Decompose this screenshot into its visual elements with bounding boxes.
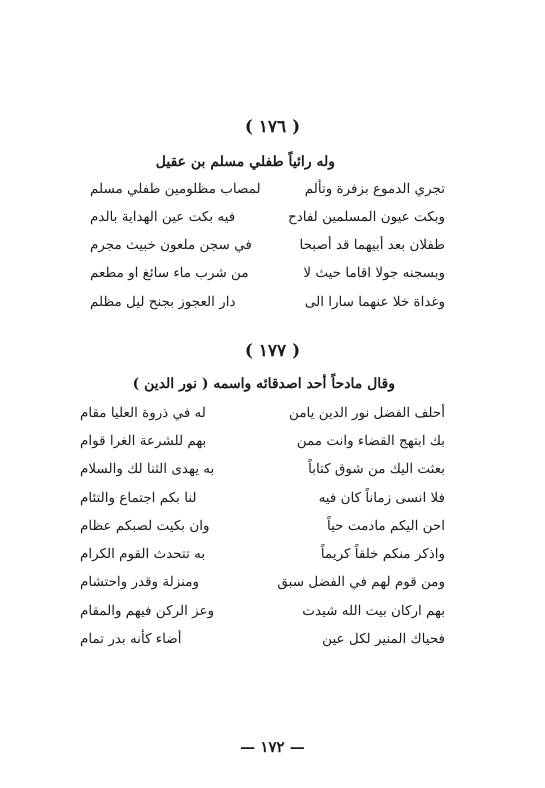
verse-second-hemistich: أضاء كأنه بدر تمام [80,631,182,647]
verse-second-hemistich: في سجن ملعون خبيث مجرم [90,237,252,253]
poem-intro-176: وله رائياً طفلي مسلم بن عقيل [155,154,335,170]
poem-intro-177: وقال مادحاً أحد اصدقائه واسمه ( نور الدين ) [132,376,395,392]
verse-first-hemistich: ومن قوم لهم في الفضل سبق [277,574,445,590]
verse-line [80,597,445,625]
verse-first-hemistich: وبسجنه جولا اقاما حيث لا [303,265,445,281]
verse-line [80,540,445,568]
verse-first-hemistich: أحلف الفضل نور الدين يامن [289,405,445,421]
verse-first-hemistich: وغداة خلا عنهما سارا الى [304,294,445,310]
verse-second-hemistich: لمصاب مظلومين طفلي مسلم [90,181,261,197]
verse-first-hemistich: فحياك المنير لكل عين [322,631,445,647]
verse-line [80,512,445,540]
verse-second-hemistich: فيه بكت عين الهداية بالدم [90,209,236,225]
verse-line [90,175,445,203]
verse-first-hemistich: فلا انسى زماناً كان فيه [318,490,445,506]
verse-first-hemistich: بهم اركان بيت الله شيدت [302,603,445,619]
poem-number-176: ( ١٧٦ ) [244,117,301,137]
poem-number-177: ( ١٧٧ ) [244,341,301,361]
verse-line [80,568,445,596]
verse-first-hemistich: واذكر منكم خلقاً كريماً [320,546,445,562]
verse-second-hemistich: له في ذروة العليا مقام [80,405,206,421]
verse-second-hemistich: وان بكيت لصبكم عظام [80,518,210,534]
verse-second-hemistich: به تتحدث القوم الكرام [80,546,206,562]
verse-second-hemistich: لنا بكم اجتماع والتئام [80,490,197,506]
verse-line [90,288,445,316]
verse-first-hemistich: بعثت اليك من شوق كتاباً [308,461,445,477]
verse-line [90,203,445,231]
verse-line [80,625,445,653]
verse-line [80,427,445,455]
verse-line [80,484,445,512]
verse-first-hemistich: وبكت عيون المسلمين لفادح [288,209,445,225]
verse-line [90,259,445,287]
verse-second-hemistich: دار العجوز بجنح ليل مظلم [90,294,236,310]
verse-first-hemistich: احن اليكم مادمت حياً [327,518,445,534]
verse-first-hemistich: طفلان بعد أبيهما قد أصبحا [299,237,445,253]
verse-line [80,455,445,483]
verse-line [90,231,445,259]
verse-second-hemistich: من شرب ماء سائغ او مطعم [90,265,249,281]
verse-second-hemistich: وعز الركن فيهم والمقام [80,603,215,619]
verse-first-hemistich: تجري الدموع بزفرة وتألم [304,181,445,197]
verse-line [80,399,445,427]
page-number: — ١٧٢ — [240,738,305,756]
verse-second-hemistich: بهم للشرعة الغرا قوام [80,433,207,449]
verse-second-hemistich: ومنزلة وقدر واحتشام [80,574,199,590]
verse-first-hemistich: بك ابتهج القضاء وانت ممن [296,433,445,449]
verse-second-hemistich: به يهدى الثنا لك والسلام [80,461,215,477]
